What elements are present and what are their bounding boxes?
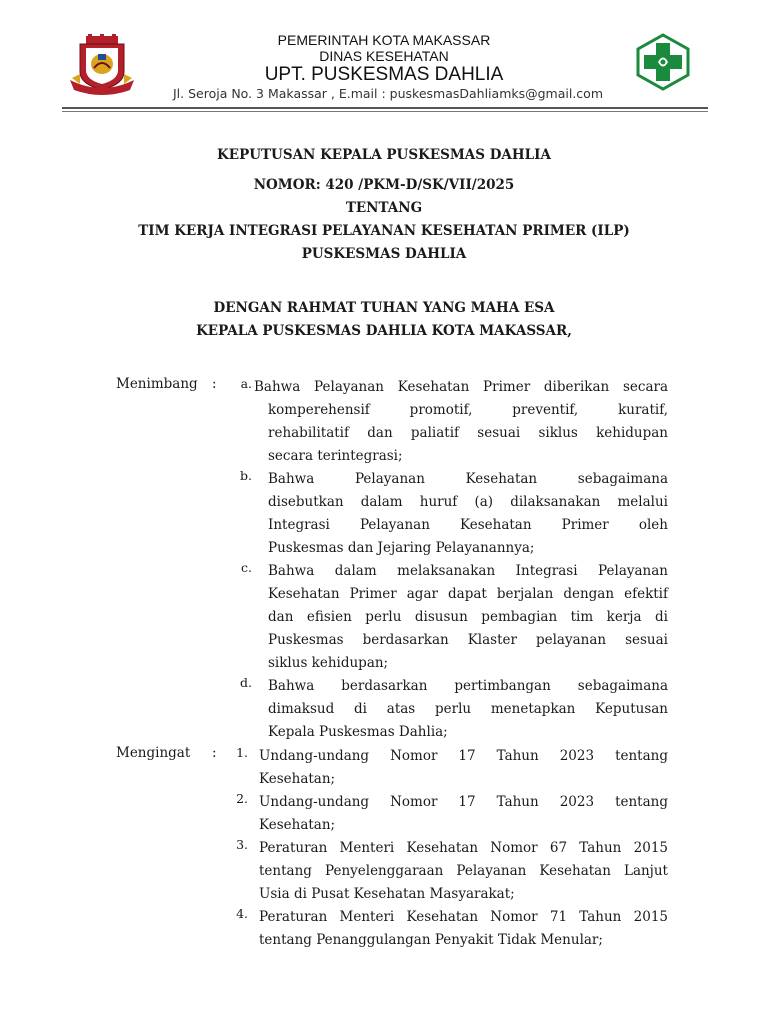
menimbang-item-mark: d. xyxy=(240,675,252,690)
menimbang-item-line: Kepala Puskesmas Dahlia; xyxy=(268,724,448,740)
menimbang-item-line: Kesehatan Primer agar dapat berjalan dengan efektif xyxy=(268,586,668,602)
letterhead-divider xyxy=(62,107,708,109)
menimbang-item-line: Bahwa Pelayanan Kesehatan sebagaimana xyxy=(268,471,668,487)
letterhead-government: PEMERINTAH KOTA MAKASSAR xyxy=(277,32,491,48)
menimbang-item-line: siklus kehidupan; xyxy=(268,655,389,671)
menimbang-item-line: Puskesmas berdasarkan Klaster pelayanan sesuai xyxy=(268,632,668,648)
mengingat-item-line: Peraturan Menteri Kesehatan Nomor 67 Tahun 2015 xyxy=(259,840,668,856)
decree-title: KEPUTUSAN KEPALA PUSKESMAS DAHLIA xyxy=(217,147,551,163)
mengingat-item-mark: 3. xyxy=(236,837,248,852)
mengingat-item-line: Undang-undang Nomor 17 Tahun 2023 tentang xyxy=(259,748,668,764)
menimbang-item-line: Bahwa dalam melaksanakan Integrasi Pelayanan xyxy=(268,563,668,579)
mengingat-item-mark: 1. xyxy=(236,745,248,760)
decree-number: NOMOR: 420 /PKM-D/SK/VII/2025 xyxy=(253,177,515,193)
mengingat-item-line: Undang-undang Nomor 17 Tahun 2023 tentang xyxy=(259,794,668,810)
menimbang-item-line: dan efisien perlu disusun pembagian tim kerja di xyxy=(268,609,668,625)
menimbang-item-line: Bahwa berdasarkan pertimbangan sebagaimana xyxy=(268,678,668,694)
mengingat-item-line: Peraturan Menteri Kesehatan Nomor 71 Tahun 2015 xyxy=(259,909,668,925)
preamble-1: DENGAN RAHMAT TUHAN YANG MAHA ESA xyxy=(213,300,555,316)
mengingat-item-mark: 4. xyxy=(236,906,248,921)
letterhead-department: DINAS KESEHATAN xyxy=(319,48,449,64)
mengingat-item-line: Usia di Pusat Kesehatan Masyarakat; xyxy=(259,886,515,902)
letterhead-address: Jl. Seroja No. 3 Makassar , E.mail : puskesmasDahliamks@gmail.com xyxy=(172,86,604,101)
preamble-2: KEPALA PUSKESMAS DAHLIA KOTA MAKASSAR, xyxy=(196,323,572,339)
menimbang-colon: : xyxy=(212,376,217,392)
menimbang-item-mark: c. xyxy=(241,560,252,575)
menimbang-item-line: Bahwa Pelayanan Kesehatan Primer diberikan secara xyxy=(254,379,668,395)
menimbang-label: Menimbang xyxy=(116,376,198,392)
letterhead-unit: UPT. PUSKESMAS DAHLIA xyxy=(264,64,504,85)
mengingat-item-line: Kesehatan; xyxy=(259,817,336,833)
menimbang-item-line: Integrasi Pelayanan Kesehatan Primer oleh xyxy=(268,517,668,533)
mengingat-item-line: tentang Penanggulangan Penyakit Tidak Menular; xyxy=(259,932,603,948)
menimbang-item-line: komperehensif promotif, preventif, kuratif, xyxy=(268,402,668,418)
menimbang-item-line: dimaksud di atas perlu menetapkan Keputusan xyxy=(268,701,668,717)
menimbang-item-mark: b. xyxy=(240,468,252,483)
mengingat-item-line: tentang Penyelenggaraan Pelayanan Kesehatan Lanjut xyxy=(259,863,668,879)
decree-about: TENTANG xyxy=(345,200,423,216)
mengingat-colon: : xyxy=(212,745,217,761)
menimbang-item-line: secara terintegrasi; xyxy=(268,448,403,464)
mengingat-label: Mengingat xyxy=(116,745,191,761)
menimbang-item-line: disebutkan dalam huruf (a) dilaksanakan melalui xyxy=(268,494,668,510)
letterhead-divider-thin xyxy=(62,111,708,112)
menimbang-item-line: rehabilitatif dan paliatif sesuai siklus kehidupan xyxy=(268,425,668,441)
menimbang-item-mark: a. xyxy=(240,376,252,391)
decree-subject: TIM KERJA INTEGRASI PELAYANAN KESEHATAN PRIMER (ILP) xyxy=(138,223,630,239)
mengingat-item-line: Kesehatan; xyxy=(259,771,336,787)
decree-subject-2: PUSKESMAS DAHLIA xyxy=(301,246,467,262)
mengingat-item-mark: 2. xyxy=(236,791,248,806)
menimbang-item-line: Puskesmas dan Jejaring Pelayanannya; xyxy=(268,540,535,556)
